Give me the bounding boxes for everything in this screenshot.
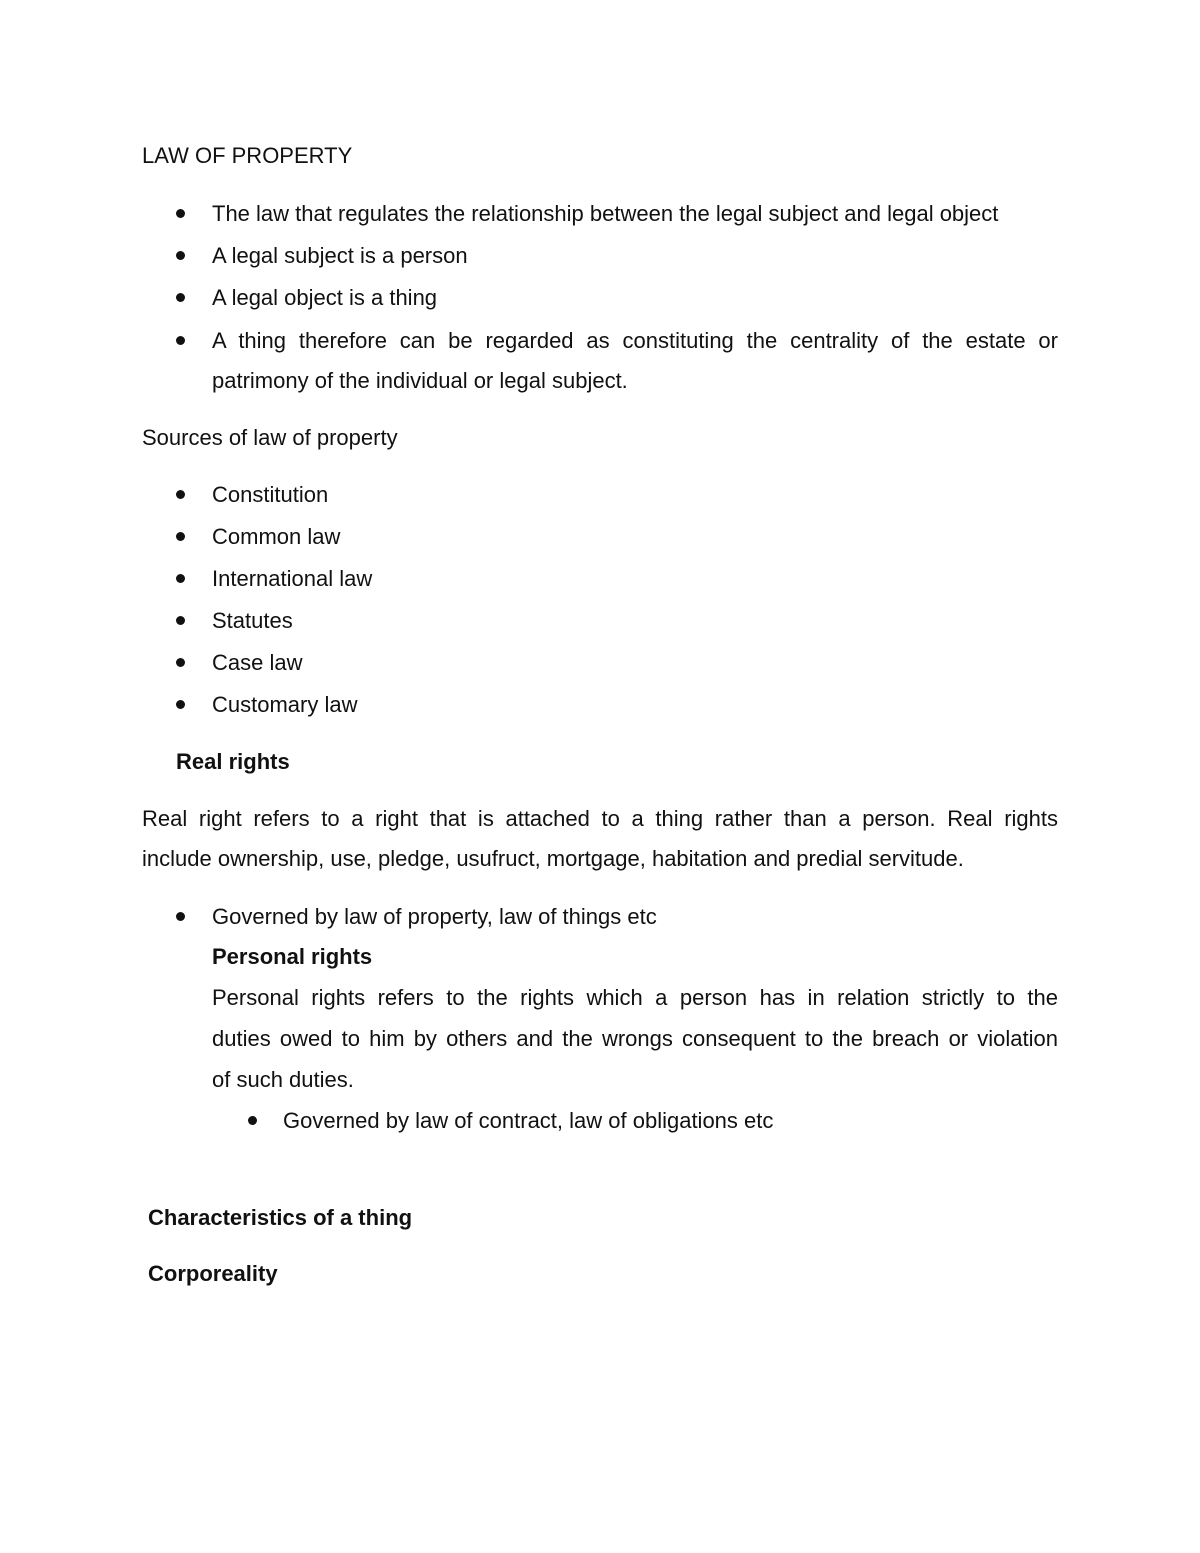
list-item: The law that regulates the relationship between the legal subject and legal object bbox=[212, 201, 999, 226]
document-title: LAW OF PROPERTY bbox=[142, 143, 353, 168]
bullet-icon bbox=[176, 293, 185, 302]
paragraph-line: Personal rights refers to the rights which a person has in relation strictly to the bbox=[212, 985, 1058, 1010]
bullet-icon bbox=[176, 700, 185, 709]
real-rights-heading: Real rights bbox=[176, 749, 290, 774]
list-item: Case law bbox=[212, 650, 303, 675]
bullet-icon bbox=[176, 574, 185, 583]
list-item: Customary law bbox=[212, 692, 358, 717]
bullet-icon bbox=[176, 658, 185, 667]
list-item-continuation: patrimony of the individual or legal subject. bbox=[212, 368, 628, 393]
list-item: Governed by law of contract, law of obligations etc bbox=[283, 1108, 774, 1133]
list-item: Governed by law of property, law of things etc bbox=[212, 904, 657, 929]
bullet-icon bbox=[176, 209, 185, 218]
bullet-icon bbox=[176, 490, 185, 499]
paragraph-line: of such duties. bbox=[212, 1067, 354, 1092]
corporeality-heading: Corporeality bbox=[148, 1261, 278, 1286]
bullet-icon bbox=[248, 1116, 257, 1125]
list-item: A legal subject is a person bbox=[212, 243, 468, 268]
bullet-icon bbox=[176, 912, 185, 921]
sources-heading: Sources of law of property bbox=[142, 425, 398, 450]
bullet-icon bbox=[176, 532, 185, 541]
list-item: A thing therefore can be regarded as constituting the centrality of the estate or bbox=[212, 328, 1058, 353]
paragraph-line: Real right refers to a right that is attached to a thing rather than a person. Real rights bbox=[142, 806, 1058, 831]
bullet-icon bbox=[176, 616, 185, 625]
list-item: International law bbox=[212, 566, 373, 591]
bullet-icon bbox=[176, 336, 185, 345]
list-item: Constitution bbox=[212, 482, 329, 507]
bullet-icon bbox=[176, 251, 185, 260]
paragraph-line: duties owed to him by others and the wrongs consequent to the breach or violation bbox=[212, 1026, 1058, 1051]
characteristics-heading: Characteristics of a thing bbox=[148, 1205, 413, 1230]
list-item: A legal object is a thing bbox=[212, 285, 438, 310]
paragraph-line: include ownership, use, pledge, usufruct, mortgage, habitation and predial servitude. bbox=[142, 846, 964, 871]
personal-rights-heading: Personal rights bbox=[212, 944, 373, 969]
list-item: Common law bbox=[212, 524, 341, 549]
list-item: Statutes bbox=[212, 608, 293, 633]
